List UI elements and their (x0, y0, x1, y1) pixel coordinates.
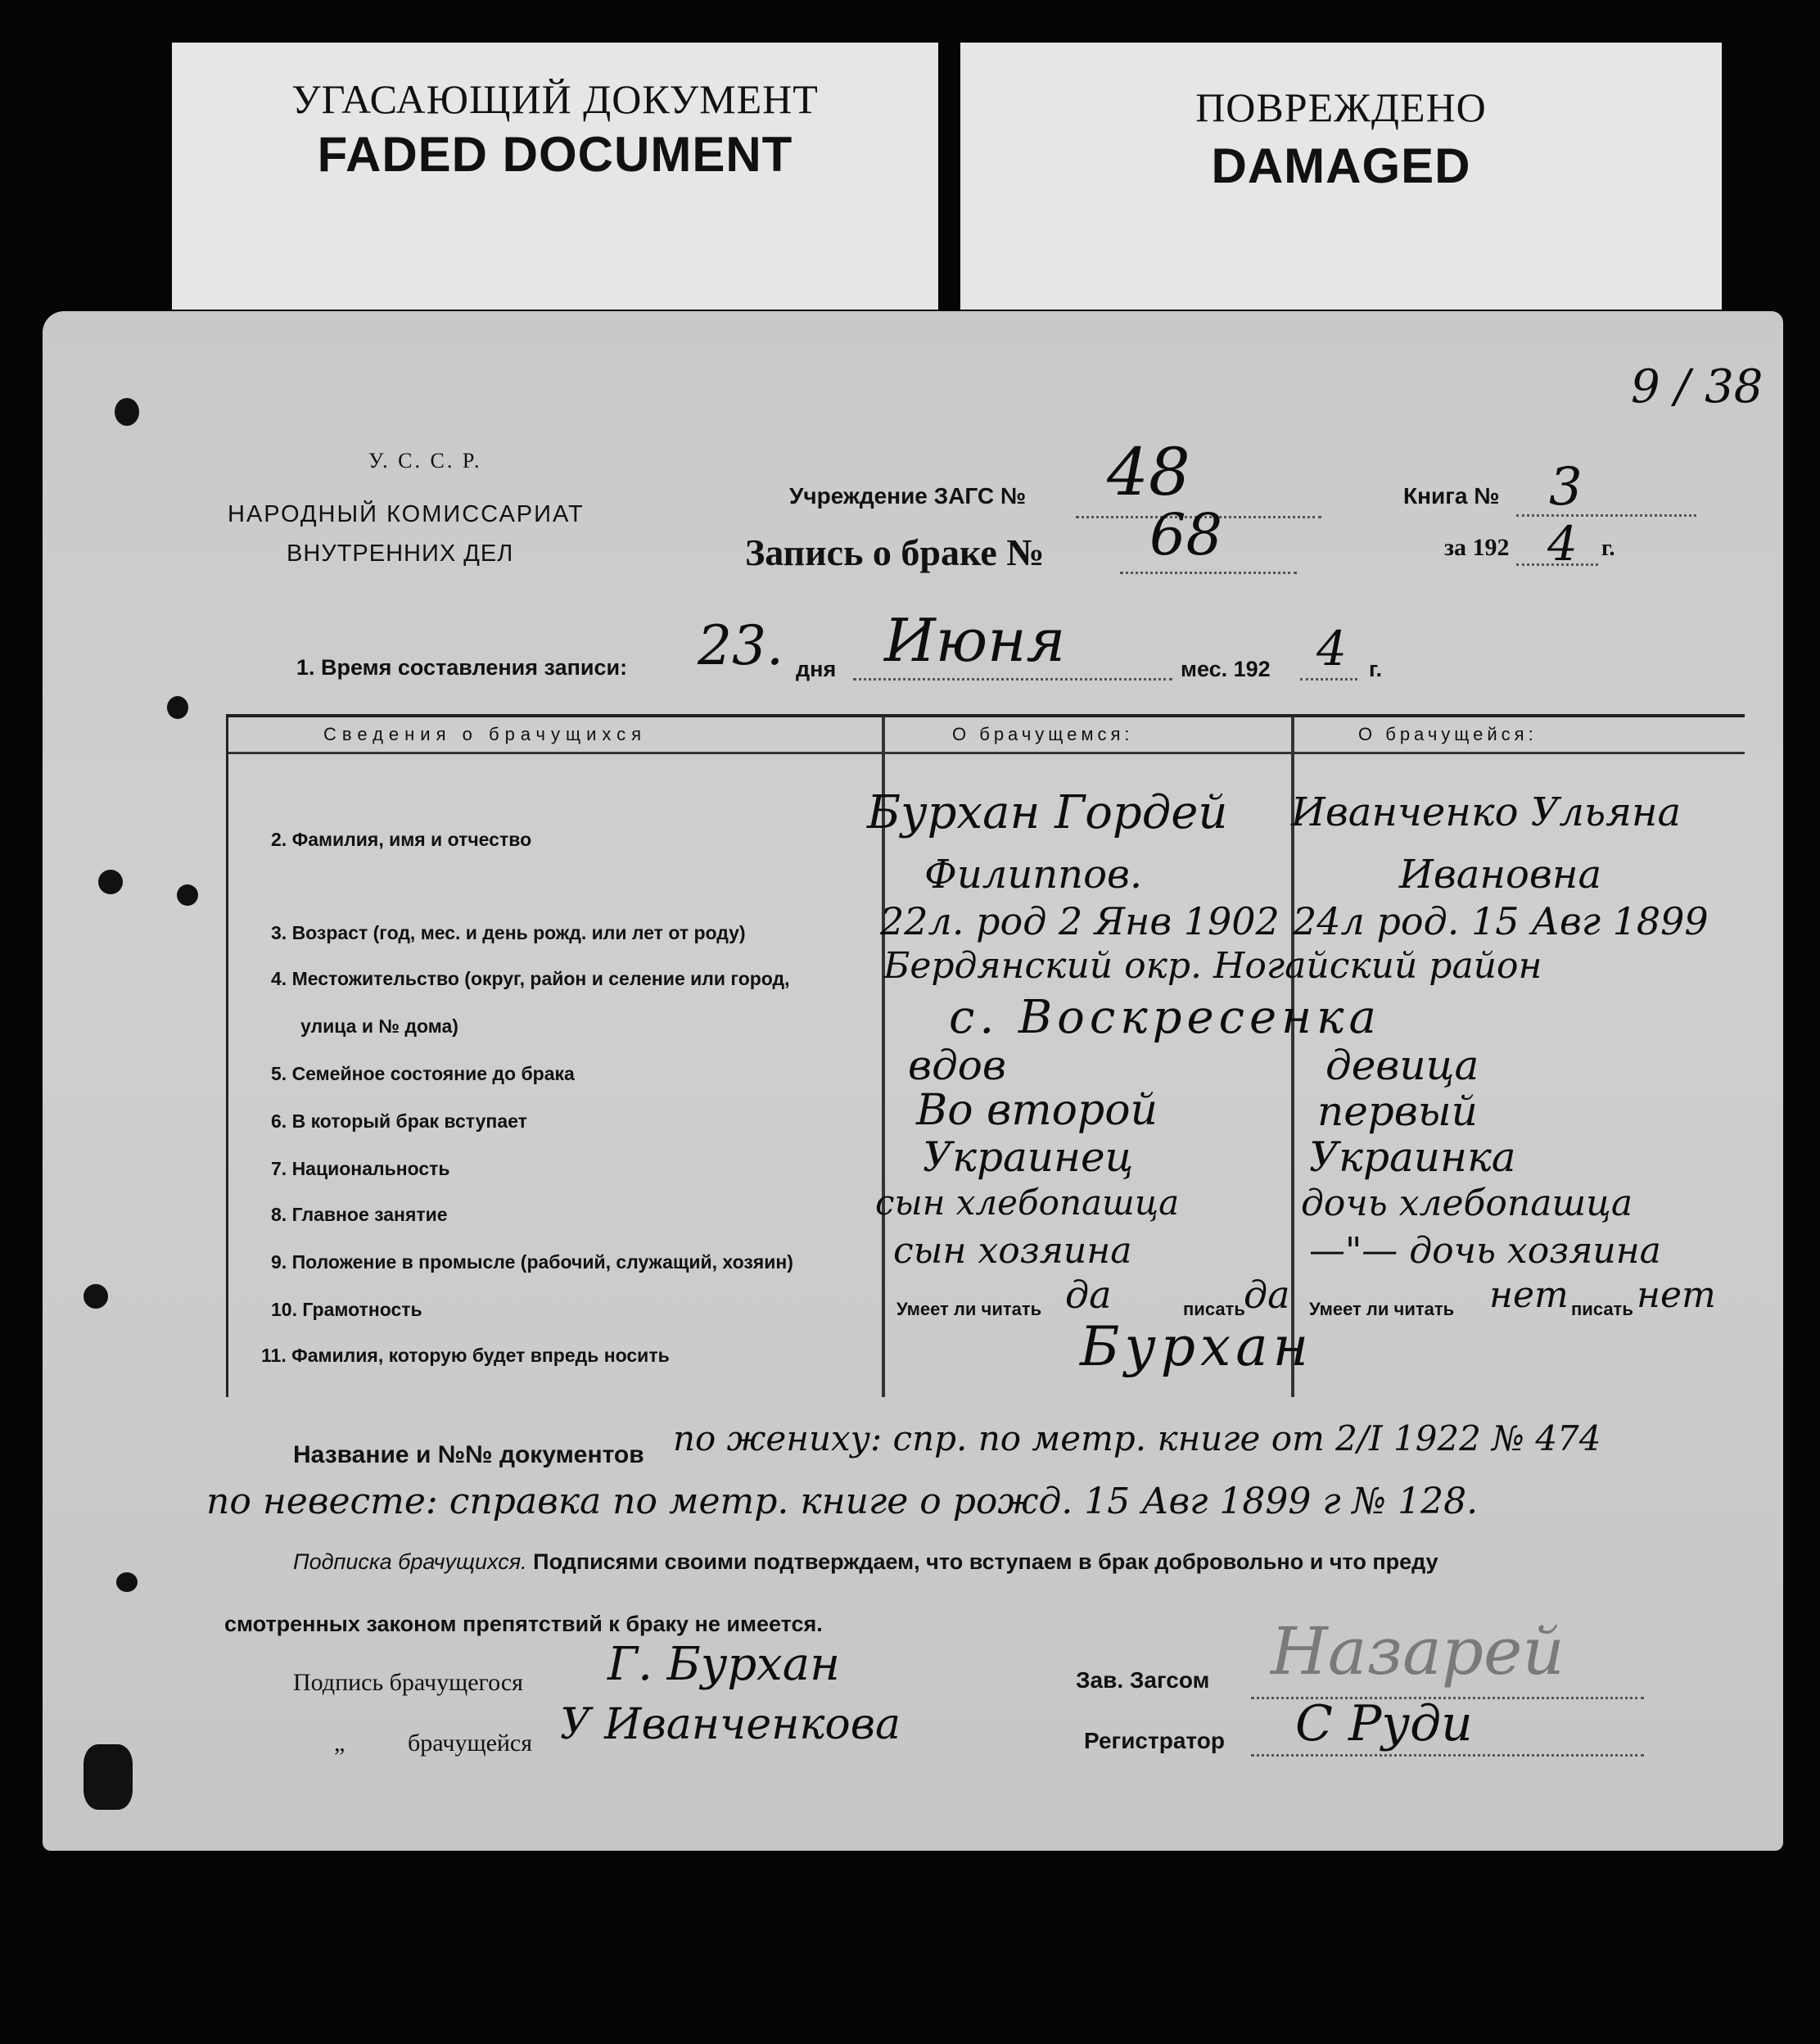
punch-hole (84, 1744, 133, 1810)
damaged-label-ru: ПОВРЕЖДЕНО (1195, 84, 1487, 130)
row-label-marriage-count: 6. В который брак вступает (271, 1110, 527, 1132)
row-label-occupation: 8. Главное занятие (271, 1204, 448, 1225)
col-header-groom: О брачущемся: (952, 724, 1134, 744)
time-year-digit: 4 (1316, 621, 1347, 676)
groom-marriage-count: Во второй (916, 1086, 1158, 1135)
registrar-sign-line (1251, 1754, 1644, 1757)
groom-age: 22л. род 2 Янв 1902 (880, 899, 1280, 943)
time-year-line (1300, 678, 1357, 681)
head-label: Зав. Загсом (1076, 1667, 1210, 1693)
bride-marital: девица (1325, 1042, 1479, 1089)
groom-write-value: да (1244, 1273, 1290, 1317)
zags-label: Учреждение ЗАГС № (789, 483, 1027, 509)
residence-district: Бердянский окр. Ногайский район (883, 945, 1542, 987)
year-suffix: г. (1601, 536, 1615, 561)
time-month: Июня (884, 606, 1066, 675)
col-header-bride: О брачущейся: (1358, 724, 1538, 744)
book-number: 3 (1549, 457, 1583, 518)
groom-position: сын хозяина (893, 1230, 1132, 1272)
bride-position: —"— дочь хозяина (1309, 1230, 1661, 1272)
faded-label-ru: УГАСАЮЩИЙ ДОКУМЕНТ (291, 76, 819, 122)
bride-read-value: нет (1489, 1274, 1569, 1316)
persons-table (226, 714, 1745, 1397)
year-label: за 192 (1444, 534, 1510, 561)
groom-signature: Г. Бурхан (607, 1638, 841, 1691)
marriage-record-sheet (43, 311, 1783, 1851)
groom-occupation: сын хлебопашца (875, 1183, 1180, 1223)
pledge-text-1 (293, 1549, 1438, 1575)
time-label: 1. Время составления записи: (296, 655, 628, 680)
row-label-residence: 4. Местожительство (округ, район и селение или город, (271, 968, 790, 989)
groom-name: Бурхан Гордей (867, 786, 1228, 839)
groom-marital: вдов (908, 1042, 1006, 1089)
faded-label-en: FADED DOCUMENT (317, 127, 793, 182)
book-number-line (1516, 514, 1696, 517)
punch-hole (84, 1284, 108, 1309)
row-label-age: 3. Возраст (год, мес. и день рожд. или лет от роду) (271, 922, 746, 943)
bride-name: Иванченко Ульяна (1291, 789, 1682, 835)
record-number-line (1120, 572, 1297, 574)
time-month-label: мес. 192 (1181, 657, 1271, 681)
documents-line-2: по невесте: справка по метр. книге о рожд. 15 Авг 1899 г № 128. (206, 1481, 1479, 1522)
punch-hole (116, 1572, 138, 1592)
row-label-residence-2: улица и № дома) (300, 1015, 458, 1037)
documents-label: Название и №№ документов (293, 1441, 644, 1468)
book-label: Книга № (1403, 483, 1500, 509)
row-label-name: 2. Фамилия, имя и отчество (271, 829, 532, 850)
bride-age: 24л род. 15 Авг 1899 (1293, 899, 1709, 943)
groom-write-label: писать (1183, 1299, 1245, 1319)
bride-signature-prefix: „ (334, 1730, 345, 1757)
record-number: 68 (1149, 501, 1223, 568)
pledge-body-1: Подписями своими подтверждаем, что вступаем в брак добровольно и что преду (533, 1549, 1438, 1574)
registrar-label: Регистратор (1084, 1728, 1225, 1753)
bride-occupation: дочь хлебопашца (1301, 1183, 1633, 1224)
groom-signature-label: Подпись брачущегося (293, 1669, 523, 1696)
punch-hole (115, 398, 139, 426)
pledge-text-2: смотренных законом препятствий к браку не имеется. (224, 1612, 823, 1636)
registrar-signature: С Руди (1295, 1695, 1473, 1752)
row-label-marital: 5. Семейное состояние до брака (271, 1063, 575, 1084)
damaged-document-label (960, 43, 1722, 310)
bride-read-label: Умеет ли читать (1309, 1299, 1455, 1319)
documents-line-1: по жениху: спр. по метр. книге от 2/I 1922 № 474 (673, 1418, 1601, 1458)
future-surname: Бурхан (1080, 1315, 1314, 1378)
header-divider (228, 752, 1745, 754)
time-day: 23. (698, 614, 784, 677)
row-label-position: 9. Положение в промысле (рабочий, служащий, хозяин) (271, 1251, 793, 1273)
bride-patronymic: Ивановна (1399, 852, 1602, 898)
row-label-literacy: 10. Грамотность (271, 1299, 422, 1320)
time-month-line (853, 678, 1172, 681)
state-name: У. С. С. Р. (368, 449, 482, 473)
residence-village: с. Воскресенка (949, 991, 1381, 1044)
time-year-suffix: г. (1369, 657, 1383, 681)
bride-marriage-count: первый (1317, 1088, 1478, 1135)
row-label-future-surname: 11. Фамилия, которую будет впредь носить (261, 1345, 670, 1366)
groom-patronymic: Филиппов. (924, 852, 1143, 898)
groom-read-label: Умеет ли читать (896, 1299, 1042, 1319)
bride-write-value: нет (1637, 1274, 1716, 1316)
bride-signature-label: брачущейся (408, 1730, 533, 1757)
groom-nationality: Украинец (923, 1133, 1134, 1181)
commissariat-line-1: НАРОДНЫЙ КОМИССАРИАТ (228, 501, 585, 527)
time-day-label: дня (796, 657, 837, 681)
bride-nationality: Украинка (1309, 1133, 1516, 1181)
punch-hole (167, 696, 188, 719)
faded-document-label (172, 43, 938, 310)
groom-read-value: да (1065, 1273, 1112, 1317)
punch-hole (98, 870, 123, 894)
record-label: Запись о браке № (745, 531, 1045, 573)
row-label-nationality: 7. Национальность (271, 1158, 450, 1179)
punch-hole (177, 884, 198, 906)
head-signature: Назарей (1271, 1613, 1565, 1689)
zags-number: 48 (1107, 434, 1190, 510)
damaged-label-en: DAMAGED (1211, 138, 1471, 193)
year-digit: 4 (1547, 516, 1578, 572)
page-marks: 9 / 38 (1631, 360, 1764, 414)
col-header-info: Сведения о брачущихся (323, 724, 648, 744)
bride-write-label: писать (1571, 1299, 1633, 1319)
bride-signature: У Иванченкова (560, 1700, 901, 1749)
pledge-title: Подписка брачущихся. (293, 1549, 527, 1574)
commissariat-line-2: ВНУТРЕННИХ ДЕЛ (287, 540, 514, 567)
